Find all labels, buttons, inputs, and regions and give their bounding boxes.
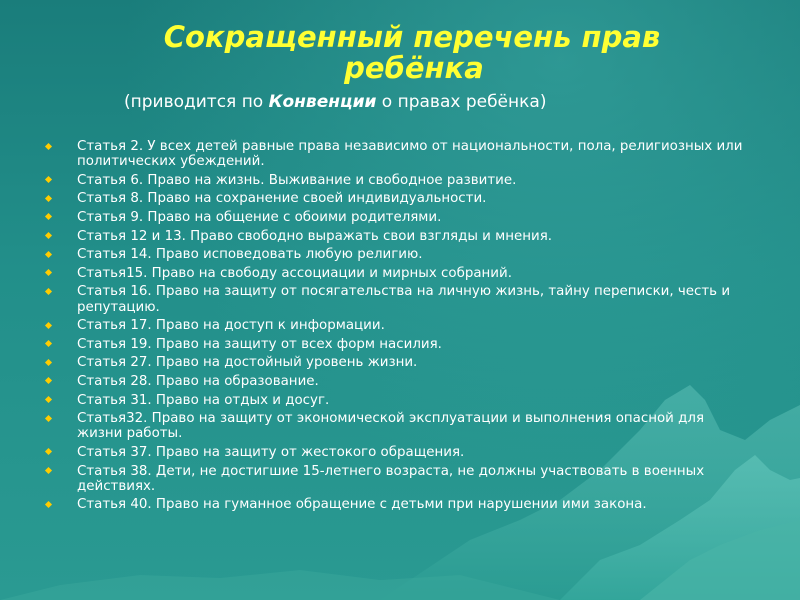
list-item xyxy=(44,247,744,262)
diamond-bullet-icon xyxy=(45,288,52,295)
diamond-bullet-icon xyxy=(45,142,52,149)
list-item-text: Статья 2. У всех детей равные права независимо от национальности, пола, религиозных или политических убеждений. xyxy=(77,139,743,170)
list-item xyxy=(44,497,744,512)
diamond-bullet-icon xyxy=(45,396,52,403)
list-item xyxy=(44,411,744,441)
list-item-text: Статья 27. Право на достойный уровень жизни. xyxy=(77,355,418,371)
subtitle-prefix: (приводится по xyxy=(124,92,269,112)
diamond-bullet-icon xyxy=(45,195,52,202)
list-item-text: Статья 37. Право на защиту от жестокого обращения. xyxy=(77,444,465,460)
list-item-text: Статья 6. Право на жизнь. Выживание и свободное развитие. xyxy=(77,172,517,188)
diamond-bullet-icon xyxy=(45,359,52,366)
diamond-bullet-icon xyxy=(45,322,52,329)
list-item-text: Статья 16. Право на защиту от посягательства на личную жизнь, тайну переписки, честь и репутацию. xyxy=(77,284,731,315)
list-item-text: Статья32. Право на защиту от экономической эксплуатации и выполнения опасной для жизни работы. xyxy=(77,411,705,442)
list-item xyxy=(44,318,744,333)
diamond-bullet-icon xyxy=(45,340,52,347)
diamond-bullet-icon xyxy=(45,377,52,384)
list-item xyxy=(44,393,744,408)
list-item-text: Статья 9. Право на общение с обоими родителями. xyxy=(77,209,442,225)
slide-subtitle xyxy=(124,92,546,112)
list-item xyxy=(44,191,744,206)
list-item-text: Статья 12 и 13. Право свободно выражать свои взгляды и мнения. xyxy=(77,228,553,244)
subtitle-suffix: о правах ребёнка) xyxy=(376,92,547,112)
list-item xyxy=(44,266,744,281)
diamond-bullet-icon xyxy=(45,501,52,508)
list-item xyxy=(44,337,744,352)
list-item xyxy=(44,139,744,169)
diamond-bullet-icon xyxy=(45,269,52,276)
diamond-bullet-icon xyxy=(45,467,52,474)
subtitle-emphasis: Конвенции xyxy=(268,92,377,112)
list-item-text: Статья 38. Дети, не достигшие 15-летнего возраста, не должны участвовать в военных действиях. xyxy=(77,463,705,494)
list-item xyxy=(44,355,744,370)
diamond-bullet-icon xyxy=(45,176,52,183)
list-item xyxy=(44,445,744,460)
diamond-bullet-icon xyxy=(45,213,52,220)
list-item-text: Статья 40. Право на гуманное обращение с детьми при нарушении ими закона. xyxy=(77,497,647,513)
title-line-2: ребёнка xyxy=(344,51,484,85)
list-item-text: Статья 31. Право на отдых и досуг. xyxy=(77,392,330,408)
list-item-text: Статья 8. Право на сохранение своей индивидуальности. xyxy=(77,191,487,207)
list-item-text: Статья 19. Право на защиту от всех форм насилия. xyxy=(77,336,442,352)
list-item xyxy=(44,173,744,188)
rights-list xyxy=(44,139,744,516)
list-item-text: Статья 28. Право на образование. xyxy=(77,373,319,389)
list-item xyxy=(44,464,744,494)
list-item xyxy=(44,284,744,314)
list-item xyxy=(44,374,744,389)
list-item xyxy=(44,229,744,244)
list-item-text: Статья15. Право на свободу ассоциации и мирных собраний. xyxy=(77,265,512,281)
list-item xyxy=(44,210,744,225)
diamond-bullet-icon xyxy=(45,251,52,258)
diamond-bullet-icon xyxy=(45,448,52,455)
diamond-bullet-icon xyxy=(45,415,52,422)
title-line-1: Сокращенный перечень прав xyxy=(163,20,661,54)
list-item-text: Статья 17. Право на доступ к информации. xyxy=(77,318,385,334)
slide-title xyxy=(0,22,800,84)
diamond-bullet-icon xyxy=(45,232,52,239)
list-item-text: Статья 14. Право исповедовать любую религию. xyxy=(77,247,423,263)
